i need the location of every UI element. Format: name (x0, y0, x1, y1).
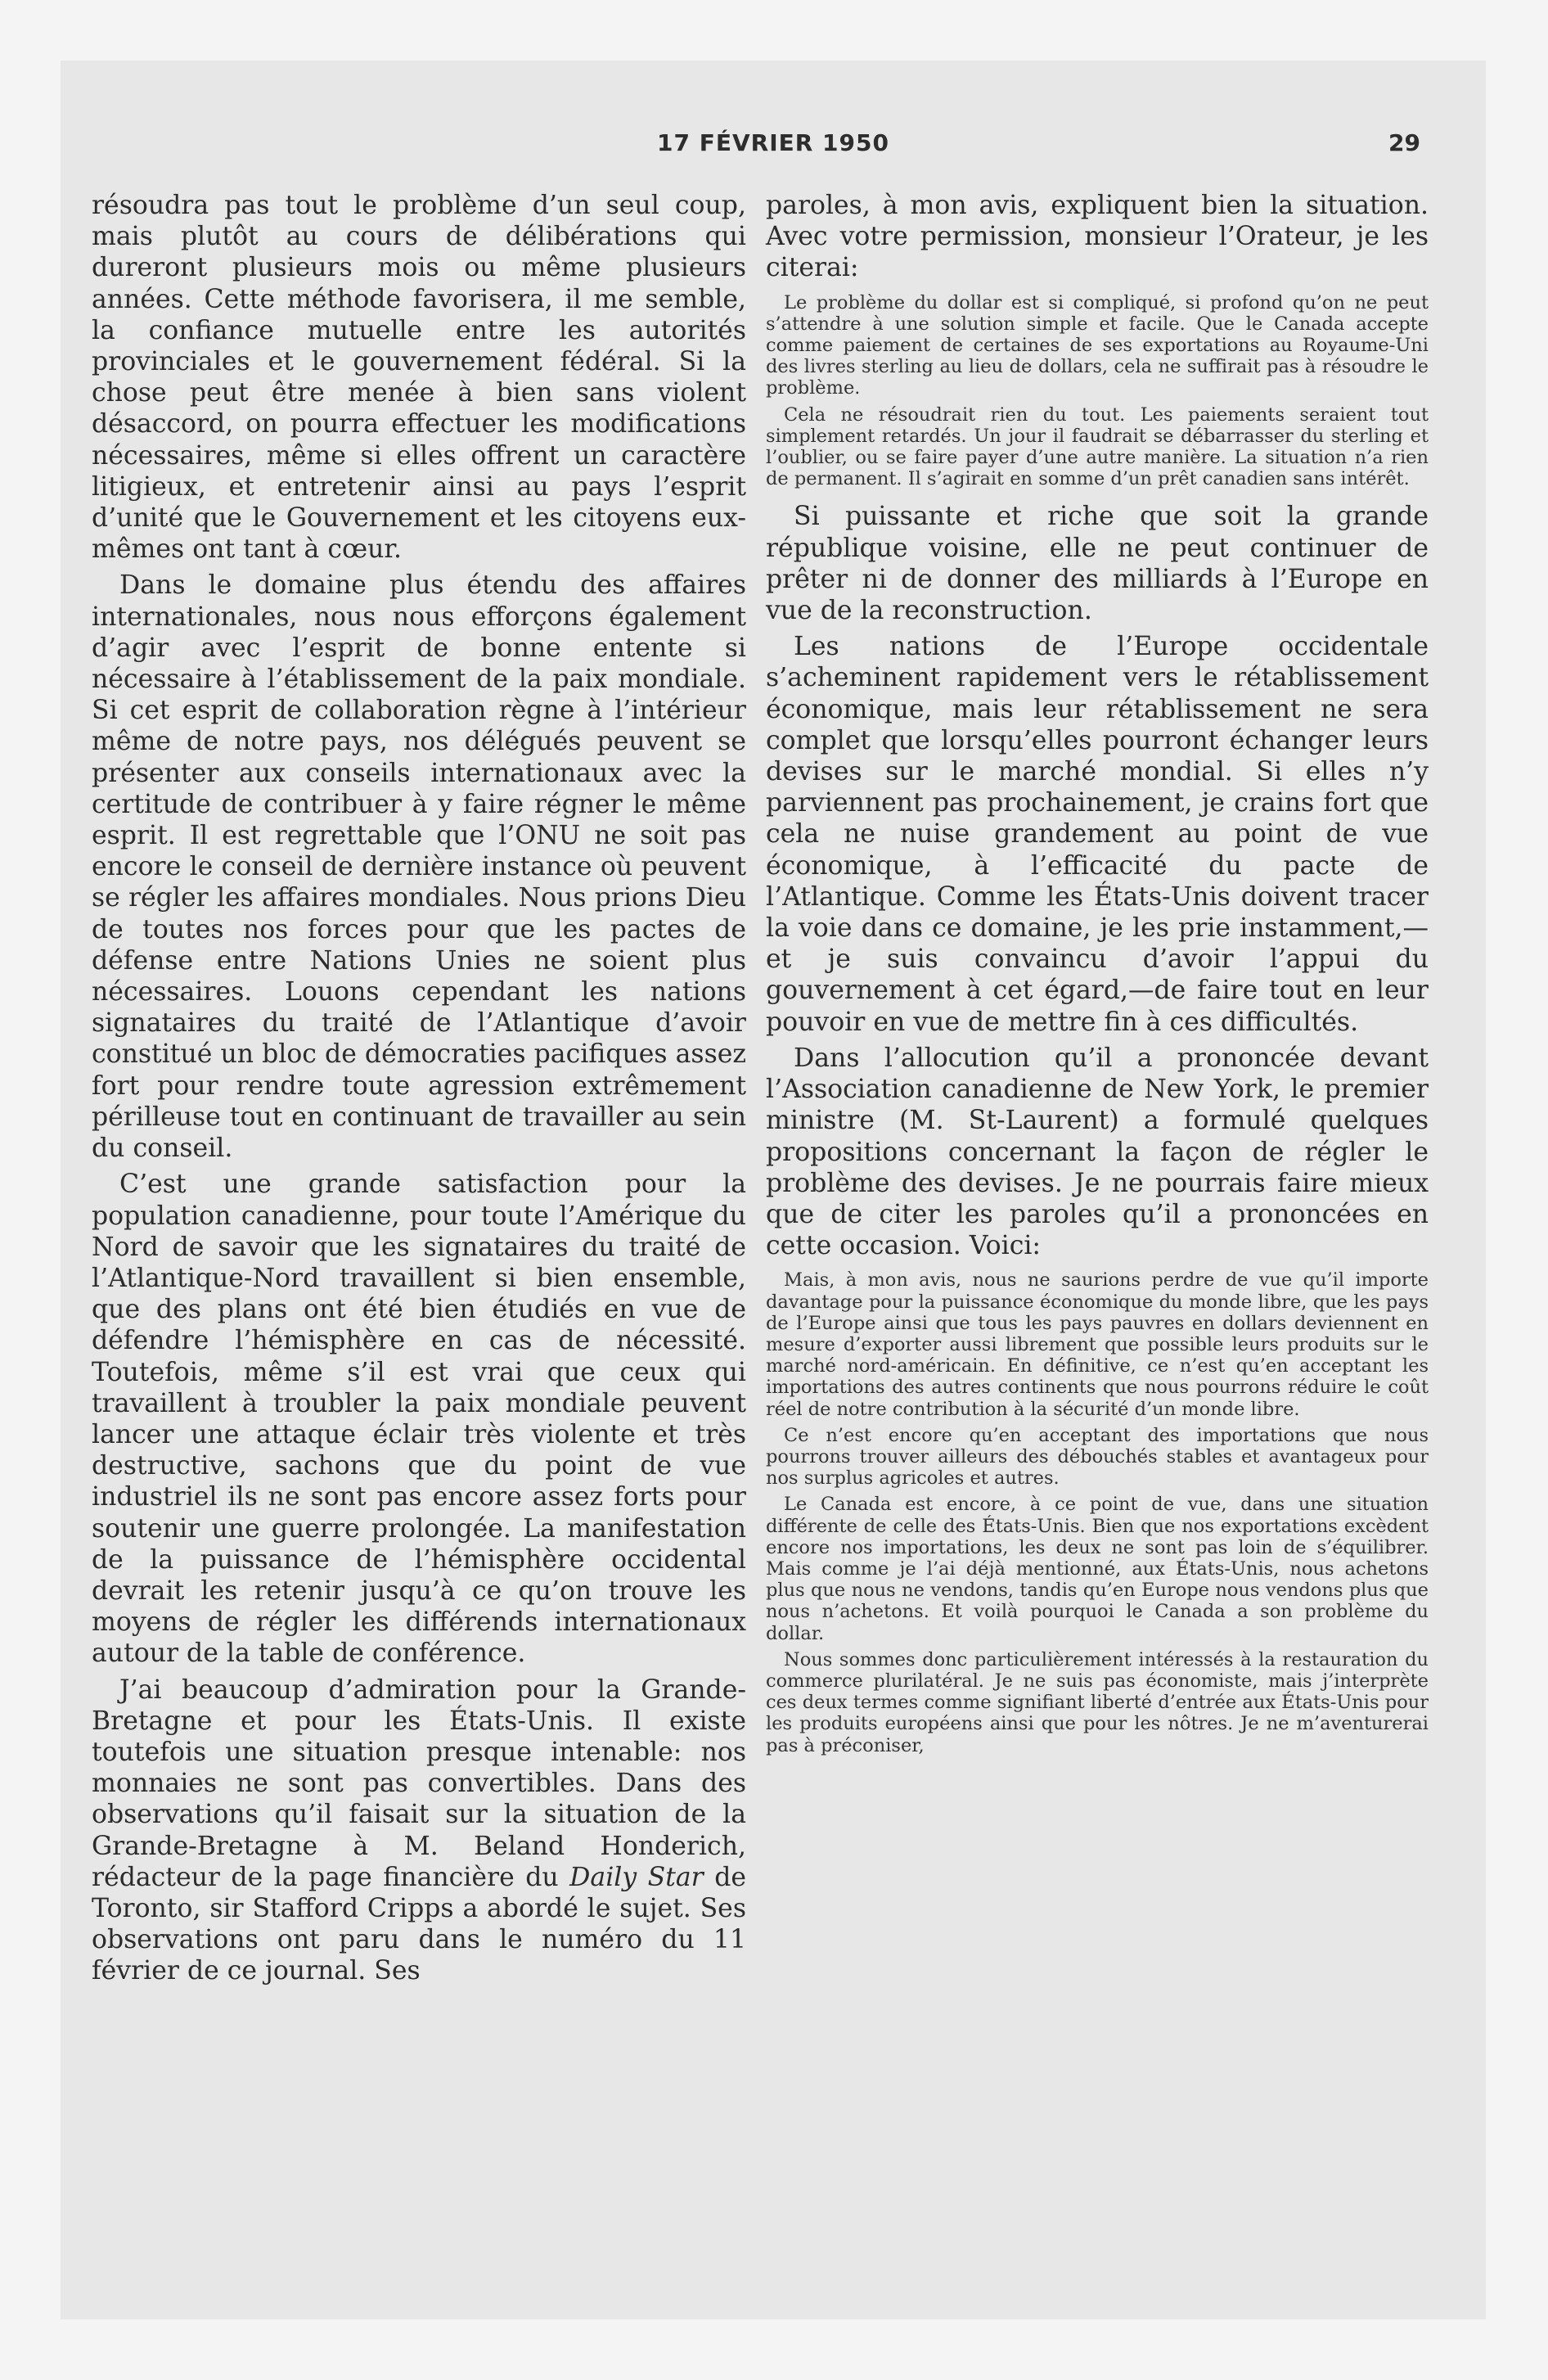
paragraph (92, 1675, 746, 1987)
quotation: Le Canada est encore, à ce point de vue, dans une situation différente de celle des États-Unis. Bien que nos exportations excèdent encore nos importations, les deux ne sont pas loin de s’équilibrer. Mais comme je l’ai déjà mentionné, aux États-Unis, nous achetons plus que nous ne vendons, tandis qu’en Europe nous vendons plus que nous n’achetons. Et voilà pourquoi le Canada a son problème du dollar. (766, 1494, 1429, 1644)
page-header (61, 129, 1486, 178)
publication-name: Daily Star (569, 1862, 704, 1892)
paragraph-text: J’ai beaucoup d’admiration pour la Grande-Bretagne et pour les États-Unis. Il existe toutefois une situation presque intenable: nos monnaies ne sont pas convertibles. Dans des observations qu’il faisait sur la situation de la Grande-Bretagne à M. Beland Honderich, rédacteur de la page financière du (92, 1675, 746, 1892)
quotation: Nous sommes donc particulièrement intéressés à la restauration du commerce plurilatéral. Je ne suis pas économiste, mais j’interprète ces deux termes comme signifiant liberté d’entrée aux États-Unis pour les produits européens ainsi que pour les nôtres. Je ne m’aventurerai pas à préconiser, (766, 1648, 1429, 1756)
paragraph: Dans le domaine plus étendu des affaires internationales, nous nous efforçons également d’agir avec l’esprit de bonne entente si nécessaire à l’établissement de la paix mondiale. Si cet esprit de collaboration règne à l’intérieur même de notre pays, nos délégués peuvent se présenter aux conseils internationaux avec la certitude de contribuer à y faire régner le même esprit. Il est regrettable que l’ONU ne soit pas encore le conseil de dernière instance où peuvent se régler les affaires mondiales. Nous prions Dieu de toutes nos forces pour que les pactes de défense entre Nations Unies ne soient plus nécessaires. Louons cependant les nations signataires du traité de l’Atlantique d’avoir constitué un bloc de démocraties pacifiques assez fort pour rendre toute agression extrêmement périlleuse tout en continuant de travailler au sein du conseil. (92, 570, 746, 1164)
paragraph: Dans l’allocution qu’il a prononcée devant l’Association canadienne de New York, le premier ministre (M. St-Laurent) a formulé quelques propositions concernant la façon de régler le problème des devises. Je ne pourrais faire mieux que de citer les paroles qu’il a prononcées en cette occasion. Voici: (766, 1043, 1429, 1261)
paragraph: Si puissante et riche que soit la grande république voisine, elle ne peut continuer de prêter ni de donner des milliards à l’Europe en vue de la reconstruction. (766, 502, 1429, 626)
right-column (766, 190, 1429, 1756)
quotation: Le problème du dollar est si compliqué, si profond qu’on ne peut s’attendre à une solution simple et facile. Que le Canada accepte comme paiement de certaines de ses exportations au Royaume-Uni des livres sterling au lieu de dollars, cela ne suffirait pas à résoudre le problème. (766, 291, 1429, 399)
paragraph: résoudra pas tout le problème d’un seul coup, mais plutôt au cours de délibérations qui dureront plusieurs mois ou même plusieurs années. Cette méthode favorisera, il me semble, la confiance mutuelle entre les autorités provinciales et le gouvernement fédéral. Si la chose peut être menée à bien sans violent désaccord, on pourra effectuer les modifications nécessaires, même si elles offrent un caractère litigieux, et entretenir ainsi au pays l’esprit d’unité que le Gouvernement et les citoyens eux-mêmes ont tant à cœur. (92, 191, 746, 565)
paragraph: Les nations de l’Europe occidentale s’acheminent rapidement vers le rétablissement économique, mais leur rétablissement ne sera complet que lorsqu’elles pourront échanger leurs devises sur le marché mondial. Si elles n’y parviennent pas prochainement, je crains fort que cela ne nuise grandement au point de vue économique, à l’efficacité du pacte de l’Atlantique. Comme les États-Unis doivent tracer la voie dans ce domaine, je les prie instamment,—et je suis convaincu d’avoir l’appui du gouvernement à cet égard,—de faire tout en leur pouvoir en vue de mettre fin à ces difficultés. (766, 632, 1429, 1037)
quotation: Cela ne résoudrait rien du tout. Les paiements seraient tout simplement retardés. Un jour il faudrait se débarrasser du sterling et l’oublier, ou se faire payer d’une autre manière. La situation n’a rien de permanent. Il s’agirait en somme d’un prêt canadien sans intérêt. (766, 403, 1429, 490)
left-column (92, 190, 746, 1987)
page-number: 29 (1388, 129, 1420, 156)
paragraph-text: de Toronto, sir Stafford Cripps a abordé le sujet. Ses observations ont paru dans le numéro du 11 février de ce journal. Ses (92, 1862, 746, 1986)
paragraph: paroles, à mon avis, expliquent bien la situation. Avec votre permission, monsieur l’Orateur, je les citerai: (766, 191, 1429, 283)
paragraph: C’est une grande satisfaction pour la population canadienne, pour toute l’Amérique du Nord de savoir que les signataires du traité de l’Atlantique-Nord travaillent si bien ensemble, que des plans ont été bien étudiés en vue de défendre l’hémisphère en cas de nécessité. Toutefois, même s’il est vrai que ceux qui travaillent à troubler la paix mondiale peuvent lancer une attaque éclair très violente et très destructive, sachons que du point de vue industriel ils ne sont pas encore assez forts pour soutenir une guerre prolongée. La manifestation de la puissance de l’hémisphère occidental devrait les retenir jusqu’à ce qu’on trouve les moyens de régler les différends internationaux autour de la table de conférence. (92, 1170, 746, 1669)
quotation: Mais, à mon avis, nous ne saurions perdre de vue qu’il importe davantage pour la puissance économique du monde libre, que les pays de l’Europe ainsi que tous les pays pauvres en dollars deviennent en mesure d’exporter aussi librement que possible leurs produits sur le marché nord-américain. En définitive, ce n’est qu’en acceptant les importations des autres continents que nous pourrons réduire le coût réel de notre contribution à la sécurité d’un monde libre. (766, 1269, 1429, 1420)
header-date: 17 FÉVRIER 1950 (657, 129, 889, 156)
quotation: Ce n’est encore qu’en acceptant des importations que nous pourrons trouver ailleurs des débouchés stables et avantageux pour nos surplus agricoles et autres. (766, 1424, 1429, 1490)
document-page (61, 61, 1486, 2319)
